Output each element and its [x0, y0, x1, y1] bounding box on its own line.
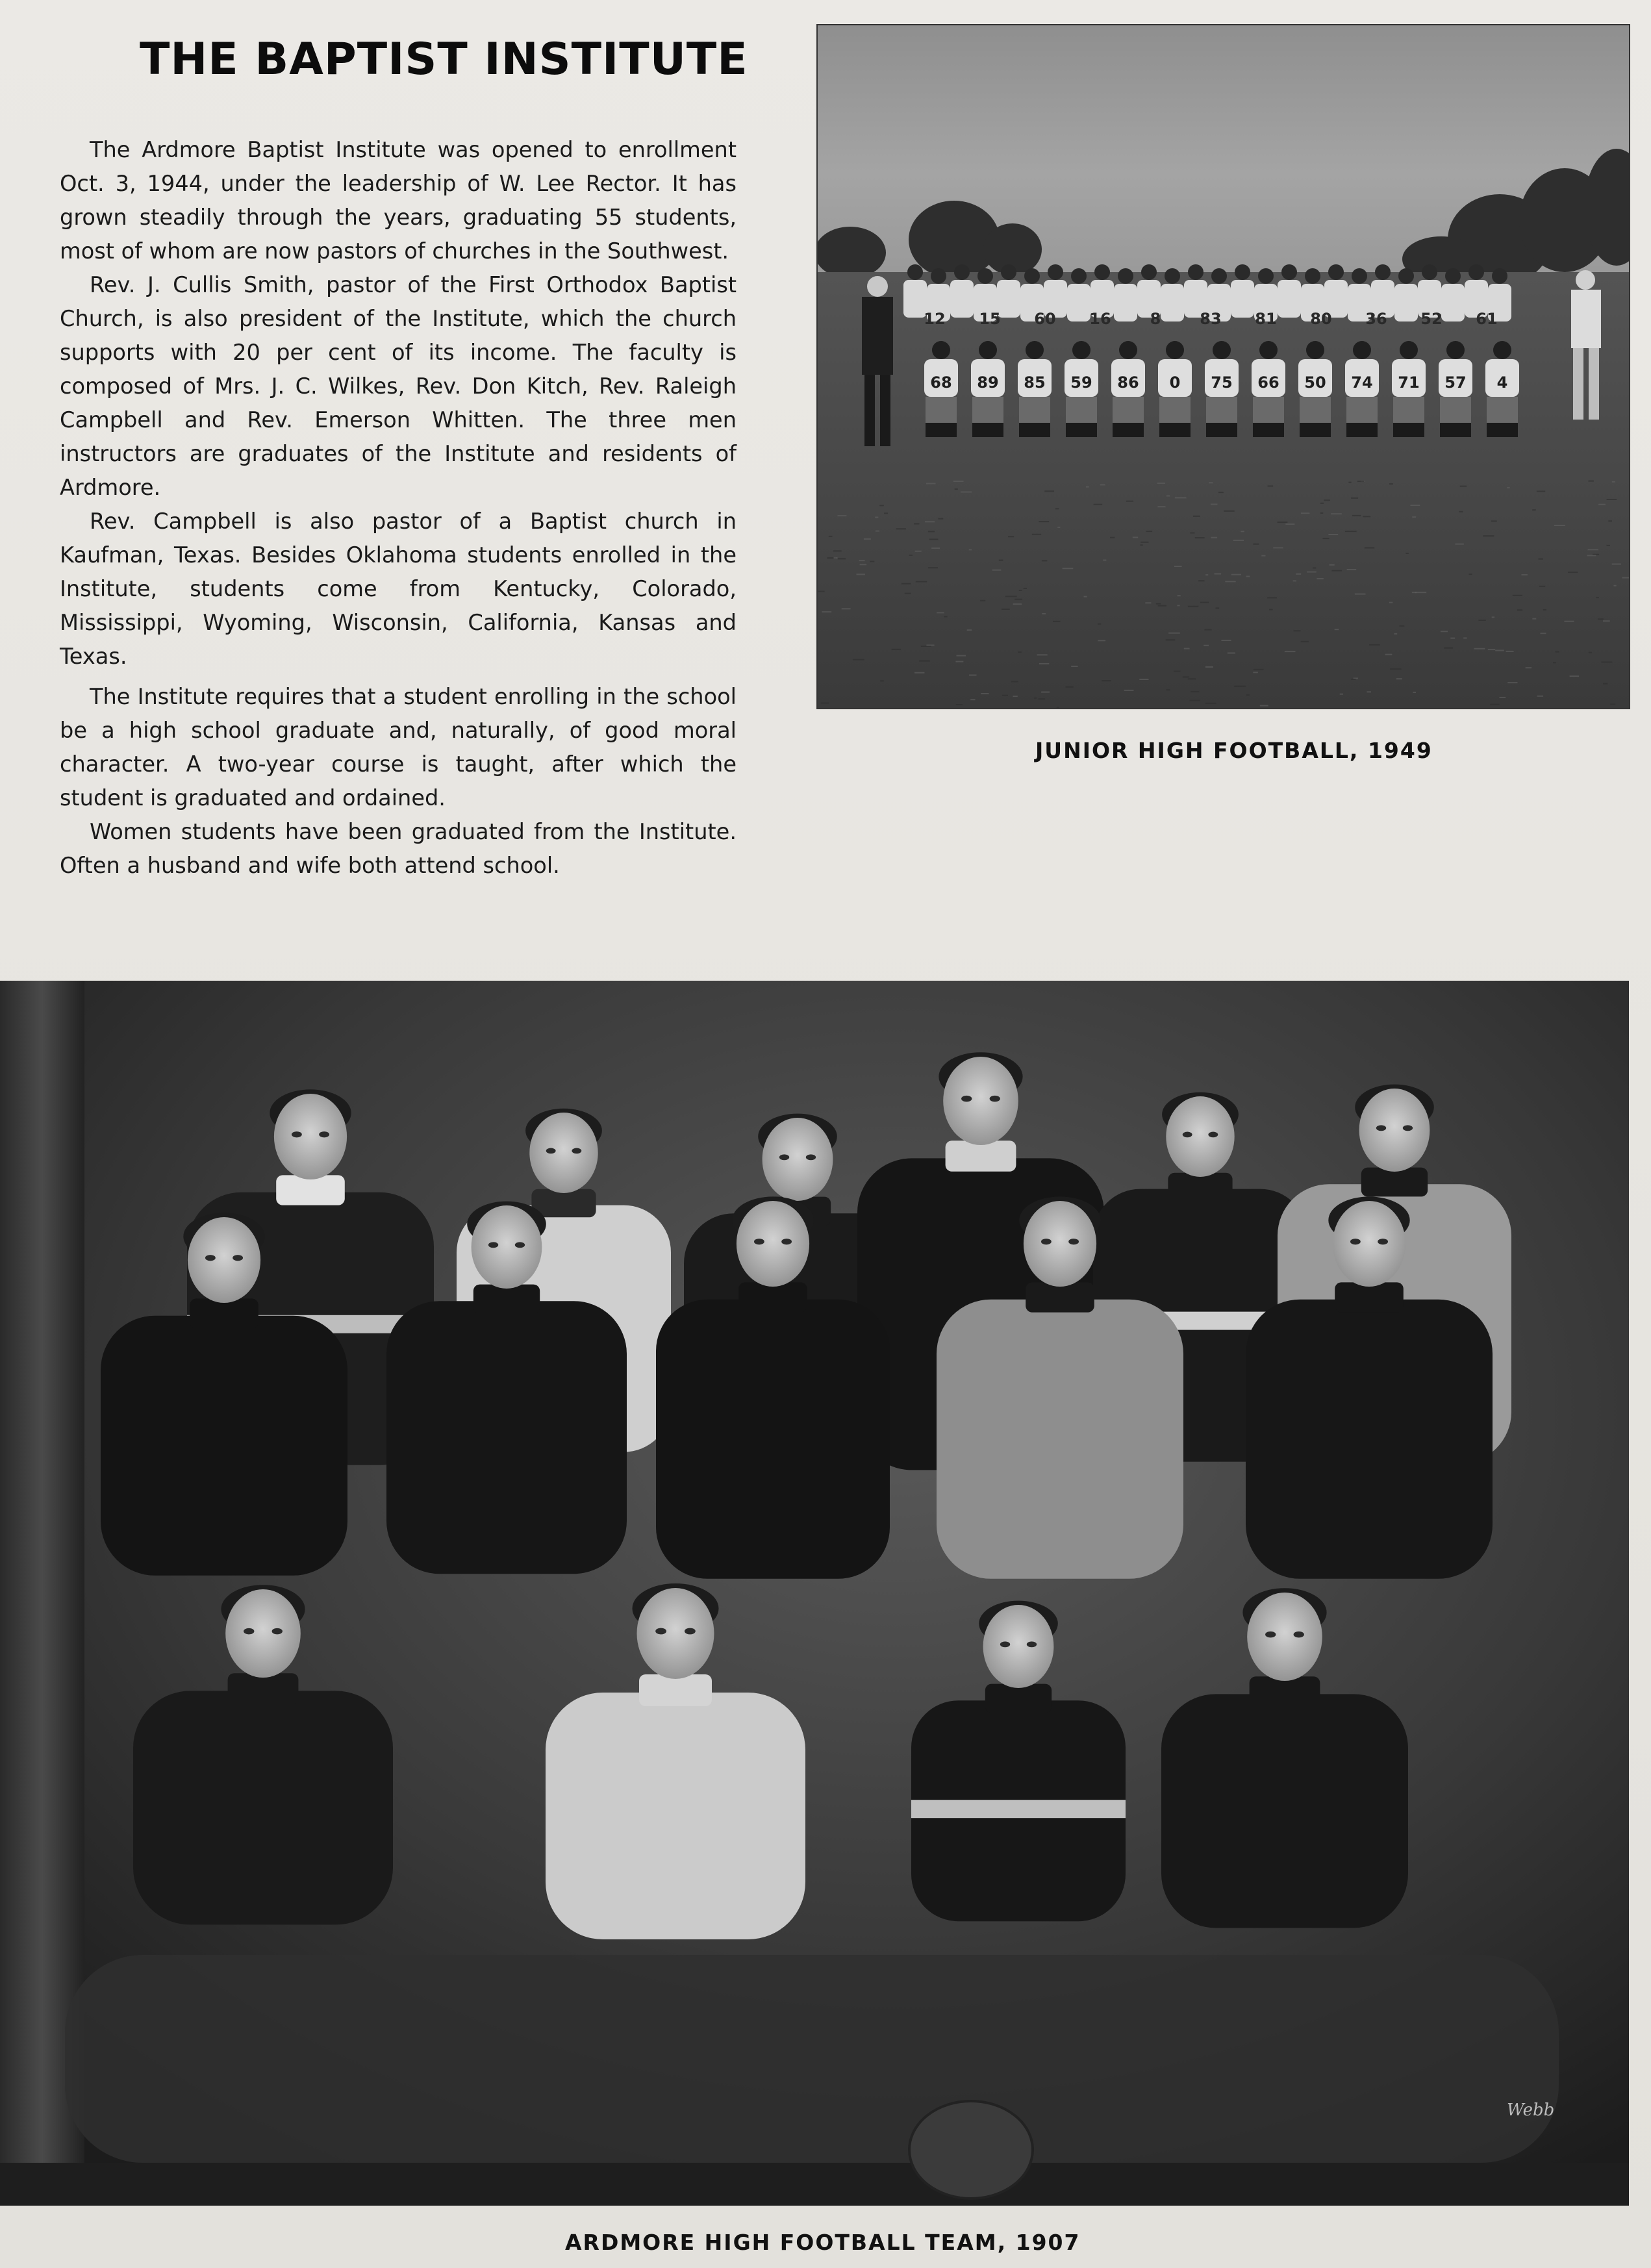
article-paragraph: The Ardmore Baptist Institute was opened to enrollment Oct. 3, 1944, under the leadership of W. Lee Rector. It has grown steadily through the years, graduating 55 students, most of whom are now pastors of churches in the Southwest. — [60, 137, 737, 264]
jersey-number: 68 — [930, 373, 952, 392]
junior-high-football-photo — [816, 24, 1630, 709]
jersey-number: 8 — [1150, 310, 1161, 328]
photographer-signature: Webb — [1507, 2100, 1555, 2120]
jersey-number: 36 — [1365, 310, 1387, 328]
jersey-number: 50 — [1304, 373, 1326, 392]
article-title: THE BAPTIST INSTITUTE — [140, 34, 748, 85]
jersey-number: 61 — [1476, 310, 1498, 328]
jersey-number: 12 — [924, 310, 946, 328]
jersey-number: 16 — [1089, 310, 1111, 328]
jersey-number: 80 — [1310, 310, 1332, 328]
article-paragraph: The Institute requires that a student enrolling in the school be a high school graduate and, naturally, of good moral character. A two-year course is taught, after which the student is graduated and ordained. — [60, 684, 737, 811]
jersey-number: 57 — [1444, 373, 1467, 392]
junior-high-photo-caption: JUNIOR HIGH FOOTBALL, 1949 — [1035, 738, 1433, 763]
jersey-number: 83 — [1200, 310, 1222, 328]
jersey-number: 15 — [979, 310, 1001, 328]
jersey-number: 59 — [1070, 373, 1092, 392]
jersey-number: 81 — [1255, 310, 1277, 328]
team-1907-photo-caption: ARDMORE HIGH FOOTBALL TEAM, 1907 — [565, 2230, 1081, 2255]
junior-high-team-image — [818, 25, 1629, 708]
jersey-number: 75 — [1211, 373, 1233, 392]
floor — [0, 2163, 1629, 2206]
jersey-number: 60 — [1034, 310, 1056, 328]
jersey-number: 86 — [1117, 373, 1139, 392]
article-body — [60, 133, 737, 883]
jersey-number: 52 — [1420, 310, 1443, 328]
article-paragraph: Rev. Campbell is also pastor of a Baptist church in Kaufman, Texas. Besides Oklahoma students enrolled in the Institute, students come from Kentucky, Colorado, Mississippi, Wyoming, Wisconsin, California, Kansas and Texas. — [60, 509, 737, 669]
jersey-number: 4 — [1496, 373, 1508, 392]
article-paragraph: Rev. J. Cullis Smith, pastor of the First Orthodox Baptist Church, is also president of the Institute, which the church supports with 20 per cent of its income. The faculty is composed of Mrs. J. C. Wilkes, Rev. Don Kitch, Rev. Raleigh Campbell and Rev. Emerson Whitten. The three men instructors are graduates of the Institute and residents of Ardmore. — [60, 272, 737, 500]
jersey-number: 74 — [1351, 373, 1373, 392]
jersey-number: 89 — [977, 373, 999, 392]
ardmore-1907-team-photo — [0, 981, 1629, 2206]
article-paragraph: Women students have been graduated from the Institute. Often a husband and wife both attend school. — [60, 819, 737, 878]
jersey-number: 0 — [1169, 373, 1181, 392]
seated-legs — [65, 1955, 1559, 2163]
jersey-number: 66 — [1257, 373, 1279, 392]
football — [909, 2101, 1033, 2199]
team-1907-image — [0, 981, 1629, 2206]
jersey-number: 71 — [1398, 373, 1420, 392]
jersey-number: 85 — [1024, 373, 1046, 392]
